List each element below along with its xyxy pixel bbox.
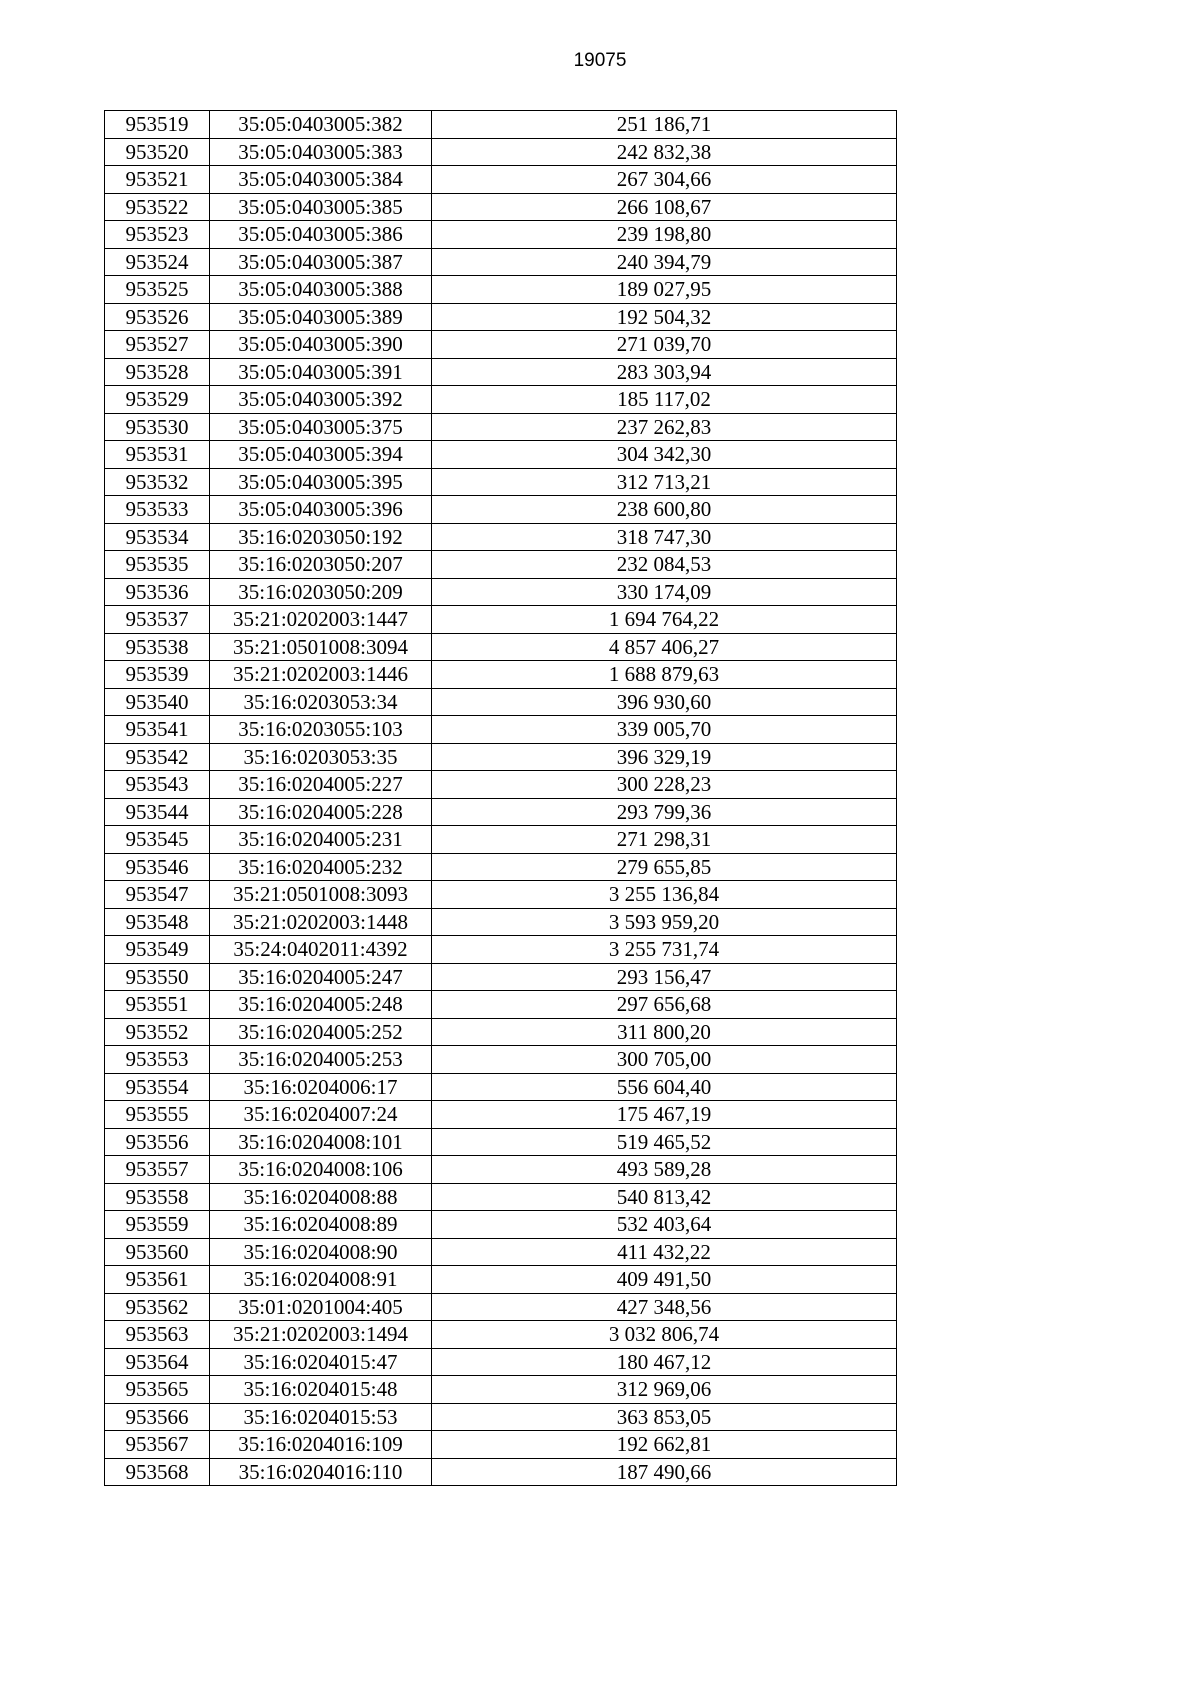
row-number-cell: 953523 — [105, 221, 210, 249]
value-cell: 1 688 879,63 — [432, 661, 897, 689]
cadastral-number-cell: 35:21:0501008:3093 — [210, 881, 432, 909]
table-row — [105, 468, 897, 496]
value-cell: 396 930,60 — [432, 688, 897, 716]
value-cell: 311 800,20 — [432, 1018, 897, 1046]
value-cell: 293 156,47 — [432, 963, 897, 991]
value-cell: 293 799,36 — [432, 798, 897, 826]
value-cell: 297 656,68 — [432, 991, 897, 1019]
value-cell: 1 694 764,22 — [432, 606, 897, 634]
registry-table-body — [105, 111, 897, 1486]
value-cell: 271 298,31 — [432, 826, 897, 854]
table-row — [105, 221, 897, 249]
row-number-cell: 953533 — [105, 496, 210, 524]
row-number-cell: 953550 — [105, 963, 210, 991]
table-row — [105, 826, 897, 854]
cadastral-number-cell: 35:05:0403005:390 — [210, 331, 432, 359]
value-cell: 238 600,80 — [432, 496, 897, 524]
row-number-cell: 953524 — [105, 248, 210, 276]
row-number-cell: 953556 — [105, 1128, 210, 1156]
value-cell: 411 432,22 — [432, 1238, 897, 1266]
cadastral-number-cell: 35:21:0501008:3094 — [210, 633, 432, 661]
row-number-cell: 953532 — [105, 468, 210, 496]
cadastral-number-cell: 35:16:0203055:103 — [210, 716, 432, 744]
table-row — [105, 1403, 897, 1431]
cadastral-number-cell: 35:05:0403005:392 — [210, 386, 432, 414]
row-number-cell: 953534 — [105, 523, 210, 551]
row-number-cell: 953542 — [105, 743, 210, 771]
table-row — [105, 276, 897, 304]
cadastral-number-cell: 35:16:0203050:209 — [210, 578, 432, 606]
row-number-cell: 953521 — [105, 166, 210, 194]
value-cell: 279 655,85 — [432, 853, 897, 881]
cadastral-number-cell: 35:16:0203050:207 — [210, 551, 432, 579]
value-cell: 240 394,79 — [432, 248, 897, 276]
cadastral-number-cell: 35:16:0204016:110 — [210, 1458, 432, 1486]
cadastral-number-cell: 35:16:0203053:35 — [210, 743, 432, 771]
table-row — [105, 1321, 897, 1349]
row-number-cell: 953535 — [105, 551, 210, 579]
value-cell: 3 255 136,84 — [432, 881, 897, 909]
cadastral-number-cell: 35:16:0204005:232 — [210, 853, 432, 881]
row-number-cell: 953566 — [105, 1403, 210, 1431]
value-cell: 339 005,70 — [432, 716, 897, 744]
cadastral-number-cell: 35:05:0403005:383 — [210, 138, 432, 166]
value-cell: 493 589,28 — [432, 1156, 897, 1184]
row-number-cell: 953547 — [105, 881, 210, 909]
table-row — [105, 496, 897, 524]
cadastral-number-cell: 35:16:0204007:24 — [210, 1101, 432, 1129]
row-number-cell: 953564 — [105, 1348, 210, 1376]
value-cell: 556 604,40 — [432, 1073, 897, 1101]
table-row — [105, 1128, 897, 1156]
cadastral-number-cell: 35:16:0204015:48 — [210, 1376, 432, 1404]
table-row — [105, 798, 897, 826]
cadastral-number-cell: 35:21:0202003:1446 — [210, 661, 432, 689]
row-number-cell: 953528 — [105, 358, 210, 386]
cadastral-number-cell: 35:16:0204008:101 — [210, 1128, 432, 1156]
cadastral-number-cell: 35:16:0204008:91 — [210, 1266, 432, 1294]
cadastral-number-cell: 35:05:0403005:382 — [210, 111, 432, 139]
cadastral-number-cell: 35:16:0204015:53 — [210, 1403, 432, 1431]
cadastral-number-cell: 35:05:0403005:396 — [210, 496, 432, 524]
value-cell: 180 467,12 — [432, 1348, 897, 1376]
table-row — [105, 1266, 897, 1294]
row-number-cell: 953530 — [105, 413, 210, 441]
value-cell: 185 117,02 — [432, 386, 897, 414]
value-cell: 4 857 406,27 — [432, 633, 897, 661]
row-number-cell: 953557 — [105, 1156, 210, 1184]
cadastral-number-cell: 35:05:0403005:385 — [210, 193, 432, 221]
table-row — [105, 963, 897, 991]
row-number-cell: 953565 — [105, 1376, 210, 1404]
table-row — [105, 606, 897, 634]
cadastral-number-cell: 35:05:0403005:386 — [210, 221, 432, 249]
table-row — [105, 166, 897, 194]
cadastral-number-cell: 35:16:0204008:89 — [210, 1211, 432, 1239]
table-row — [105, 1101, 897, 1129]
row-number-cell: 953529 — [105, 386, 210, 414]
cadastral-number-cell: 35:16:0204015:47 — [210, 1348, 432, 1376]
row-number-cell: 953551 — [105, 991, 210, 1019]
row-number-cell: 953536 — [105, 578, 210, 606]
row-number-cell: 953562 — [105, 1293, 210, 1321]
value-cell: 312 713,21 — [432, 468, 897, 496]
table-row — [105, 661, 897, 689]
table-row — [105, 331, 897, 359]
value-cell: 175 467,19 — [432, 1101, 897, 1129]
table-row — [105, 991, 897, 1019]
table-row — [105, 908, 897, 936]
cadastral-number-cell: 35:21:0202003:1448 — [210, 908, 432, 936]
cadastral-number-cell: 35:24:0402011:4392 — [210, 936, 432, 964]
cadastral-number-cell: 35:21:0202003:1494 — [210, 1321, 432, 1349]
value-cell: 187 490,66 — [432, 1458, 897, 1486]
table-row — [105, 248, 897, 276]
table-row — [105, 743, 897, 771]
value-cell: 304 342,30 — [432, 441, 897, 469]
table-row — [105, 771, 897, 799]
value-cell: 3 255 731,74 — [432, 936, 897, 964]
value-cell: 283 303,94 — [432, 358, 897, 386]
table-row — [105, 523, 897, 551]
value-cell: 271 039,70 — [432, 331, 897, 359]
table-row — [105, 441, 897, 469]
cadastral-number-cell: 35:16:0204005:231 — [210, 826, 432, 854]
row-number-cell: 953546 — [105, 853, 210, 881]
cadastral-number-cell: 35:16:0203050:192 — [210, 523, 432, 551]
table-row — [105, 358, 897, 386]
cadastral-number-cell: 35:05:0403005:391 — [210, 358, 432, 386]
cadastral-number-cell: 35:21:0202003:1447 — [210, 606, 432, 634]
row-number-cell: 953560 — [105, 1238, 210, 1266]
cadastral-number-cell: 35:16:0204008:90 — [210, 1238, 432, 1266]
cadastral-number-cell: 35:16:0204005:252 — [210, 1018, 432, 1046]
value-cell: 318 747,30 — [432, 523, 897, 551]
cadastral-number-cell: 35:16:0204016:109 — [210, 1431, 432, 1459]
value-cell: 3 593 959,20 — [432, 908, 897, 936]
table-row — [105, 1156, 897, 1184]
value-cell: 266 108,67 — [432, 193, 897, 221]
cadastral-number-cell: 35:05:0403005:388 — [210, 276, 432, 304]
page-number: 19075 — [573, 50, 627, 71]
row-number-cell: 953520 — [105, 138, 210, 166]
row-number-cell: 953527 — [105, 331, 210, 359]
row-number-cell: 953558 — [105, 1183, 210, 1211]
cadastral-number-cell: 35:16:0204006:17 — [210, 1073, 432, 1101]
value-cell: 540 813,42 — [432, 1183, 897, 1211]
row-number-cell: 953545 — [105, 826, 210, 854]
table-row — [105, 716, 897, 744]
row-number-cell: 953538 — [105, 633, 210, 661]
table-row — [105, 1458, 897, 1486]
value-cell: 532 403,64 — [432, 1211, 897, 1239]
row-number-cell: 953519 — [105, 111, 210, 139]
value-cell: 330 174,09 — [432, 578, 897, 606]
cadastral-number-cell: 35:16:0204005:247 — [210, 963, 432, 991]
table-row — [105, 1431, 897, 1459]
table-row — [105, 303, 897, 331]
row-number-cell: 953549 — [105, 936, 210, 964]
table-row — [105, 688, 897, 716]
value-cell: 267 304,66 — [432, 166, 897, 194]
cadastral-number-cell: 35:05:0403005:387 — [210, 248, 432, 276]
row-number-cell: 953555 — [105, 1101, 210, 1129]
table-row — [105, 193, 897, 221]
value-cell: 396 329,19 — [432, 743, 897, 771]
table-row — [105, 1348, 897, 1376]
value-cell: 409 491,50 — [432, 1266, 897, 1294]
value-cell: 192 662,81 — [432, 1431, 897, 1459]
row-number-cell: 953537 — [105, 606, 210, 634]
value-cell: 237 262,83 — [432, 413, 897, 441]
cadastral-number-cell: 35:05:0403005:389 — [210, 303, 432, 331]
value-cell: 3 032 806,74 — [432, 1321, 897, 1349]
table-row — [105, 551, 897, 579]
table-row — [105, 1018, 897, 1046]
row-number-cell: 953522 — [105, 193, 210, 221]
cadastral-number-cell: 35:16:0204008:88 — [210, 1183, 432, 1211]
value-cell: 189 027,95 — [432, 276, 897, 304]
table-row — [105, 881, 897, 909]
table-row — [105, 1073, 897, 1101]
value-cell: 242 832,38 — [432, 138, 897, 166]
value-cell: 239 198,80 — [432, 221, 897, 249]
cadastral-number-cell: 35:16:0203053:34 — [210, 688, 432, 716]
row-number-cell: 953539 — [105, 661, 210, 689]
cadastral-number-cell: 35:05:0403005:375 — [210, 413, 432, 441]
row-number-cell: 953526 — [105, 303, 210, 331]
table-row — [105, 936, 897, 964]
table-row — [105, 111, 897, 139]
value-cell: 427 348,56 — [432, 1293, 897, 1321]
row-number-cell: 953561 — [105, 1266, 210, 1294]
row-number-cell: 953531 — [105, 441, 210, 469]
value-cell: 519 465,52 — [432, 1128, 897, 1156]
row-number-cell: 953563 — [105, 1321, 210, 1349]
row-number-cell: 953559 — [105, 1211, 210, 1239]
table-row — [105, 1293, 897, 1321]
value-cell: 363 853,05 — [432, 1403, 897, 1431]
value-cell: 300 705,00 — [432, 1046, 897, 1074]
table-row — [105, 1046, 897, 1074]
row-number-cell: 953554 — [105, 1073, 210, 1101]
value-cell: 251 186,71 — [432, 111, 897, 139]
cadastral-number-cell: 35:05:0403005:384 — [210, 166, 432, 194]
table-row — [105, 633, 897, 661]
row-number-cell: 953568 — [105, 1458, 210, 1486]
table-row — [105, 1376, 897, 1404]
table-row — [105, 1183, 897, 1211]
cadastral-number-cell: 35:05:0403005:394 — [210, 441, 432, 469]
table-row — [105, 386, 897, 414]
row-number-cell: 953525 — [105, 276, 210, 304]
cadastral-number-cell: 35:16:0204005:253 — [210, 1046, 432, 1074]
value-cell: 192 504,32 — [432, 303, 897, 331]
row-number-cell: 953543 — [105, 771, 210, 799]
registry-table — [104, 110, 897, 1486]
cadastral-number-cell: 35:05:0403005:395 — [210, 468, 432, 496]
cadastral-number-cell: 35:16:0204005:227 — [210, 771, 432, 799]
table-row — [105, 138, 897, 166]
row-number-cell: 953553 — [105, 1046, 210, 1074]
row-number-cell: 953552 — [105, 1018, 210, 1046]
table-row — [105, 578, 897, 606]
table-row — [105, 1238, 897, 1266]
cadastral-number-cell: 35:01:0201004:405 — [210, 1293, 432, 1321]
value-cell: 312 969,06 — [432, 1376, 897, 1404]
row-number-cell: 953541 — [105, 716, 210, 744]
value-cell: 232 084,53 — [432, 551, 897, 579]
row-number-cell: 953548 — [105, 908, 210, 936]
value-cell: 300 228,23 — [432, 771, 897, 799]
table-row — [105, 413, 897, 441]
row-number-cell: 953540 — [105, 688, 210, 716]
cadastral-number-cell: 35:16:0204008:106 — [210, 1156, 432, 1184]
cadastral-number-cell: 35:16:0204005:248 — [210, 991, 432, 1019]
table-row — [105, 1211, 897, 1239]
row-number-cell: 953544 — [105, 798, 210, 826]
row-number-cell: 953567 — [105, 1431, 210, 1459]
table-row — [105, 853, 897, 881]
cadastral-number-cell: 35:16:0204005:228 — [210, 798, 432, 826]
